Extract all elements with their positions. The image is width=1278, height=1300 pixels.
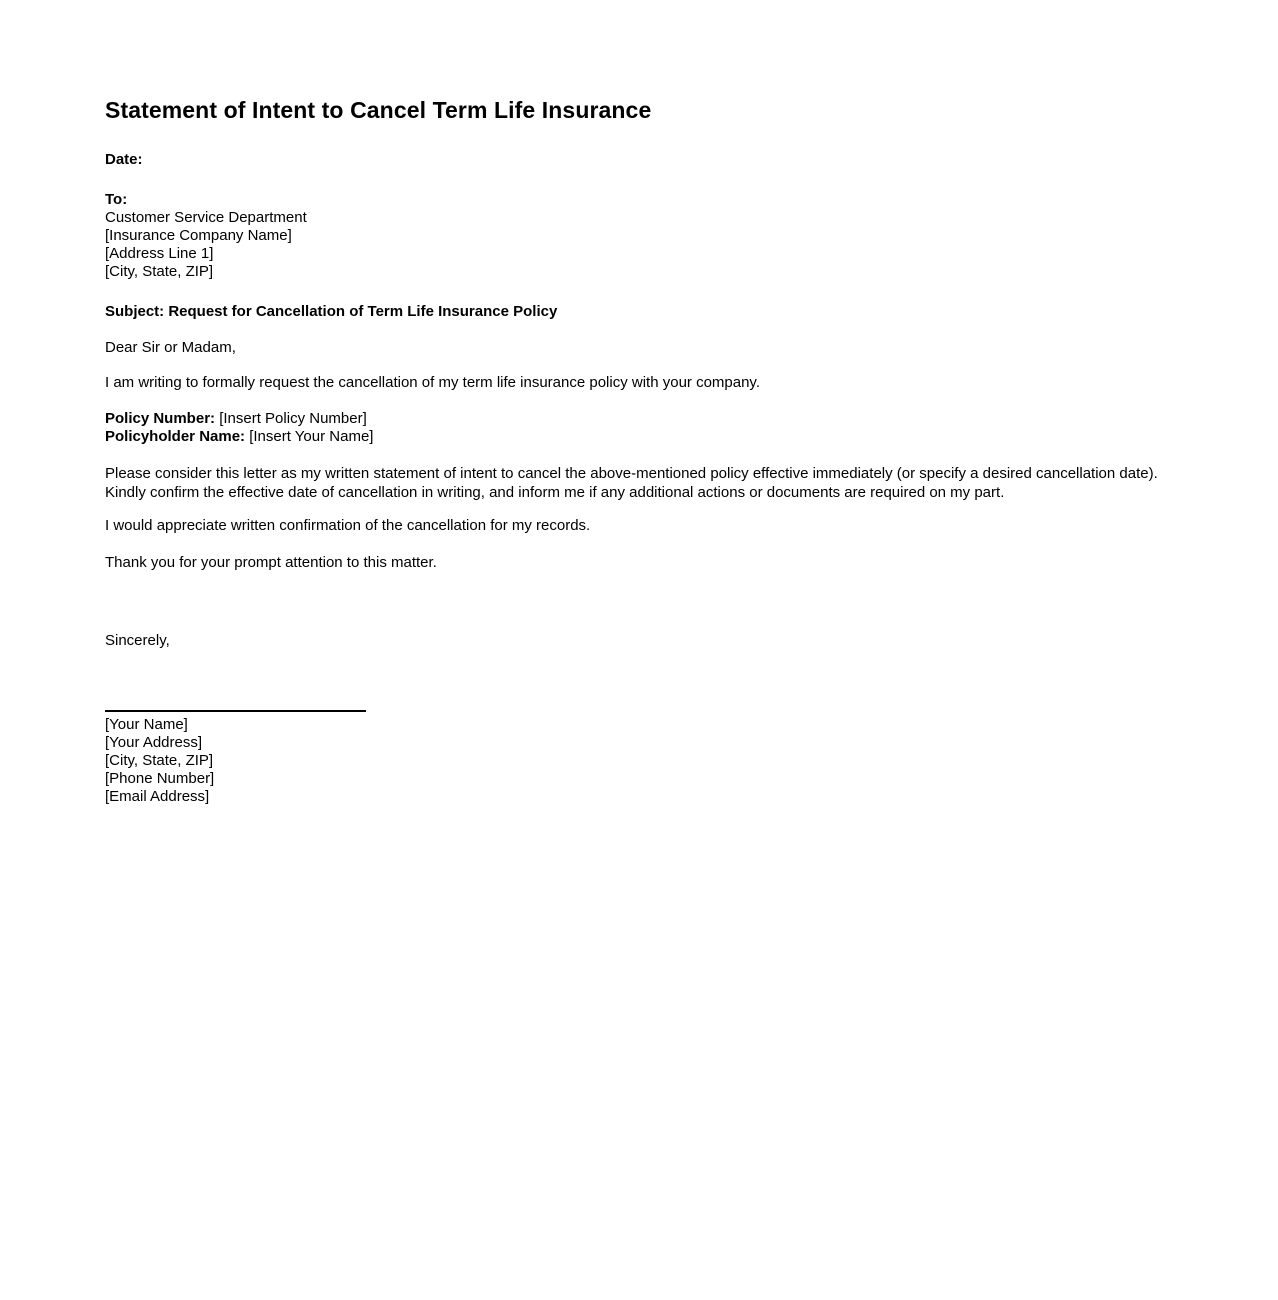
thanks-paragraph: Thank you for your prompt attention to this matter.	[105, 554, 437, 571]
policy-number-label: Policy Number:	[105, 410, 216, 427]
policyholder-name-label: Policyholder Name:	[105, 428, 246, 445]
signature-line	[105, 710, 366, 712]
signature-line-email: [Email Address]	[105, 788, 210, 805]
spacer-after-date	[105, 169, 1173, 191]
policy-number-value: [Insert Policy Number]	[219, 410, 367, 427]
salutation: Dear Sir or Madam,	[105, 339, 236, 356]
recipient-line: [Insurance Company Name]	[105, 227, 292, 244]
intro-paragraph: I am writing to formally request the cancellation of my term life insurance policy with your company.	[105, 374, 760, 391]
subject-block	[105, 303, 1173, 321]
signature-contact-block	[105, 716, 1173, 806]
spacer-after-subject	[105, 321, 1173, 339]
recipient-line: [City, State, ZIP]	[105, 263, 214, 280]
closing-block	[105, 632, 1173, 650]
signature-line-name: [Your Name]	[105, 716, 188, 733]
page-title: Statement of Intent to Cancel Term Life Insurance	[105, 97, 652, 123]
date-label: Date:	[105, 151, 143, 168]
recipient-block	[105, 191, 1173, 281]
letter-body	[105, 95, 1173, 806]
recipient-line: [Address Line 1]	[105, 245, 214, 262]
spacer-after-policy-fields	[105, 446, 1173, 464]
body-paragraph: Please consider this letter as my written statement of intent to cancel the above-mentioned policy effective immediately (or specify a desired cancellation date). Kindly confirm the effective date of cancellation in writing, and inform me if any additional actions or documents are required on my part.	[105, 465, 1158, 501]
signature-line-address: [Your Address]	[105, 734, 203, 751]
signature-space	[105, 650, 1173, 710]
policy-fields-block	[105, 410, 1173, 446]
closing: Sincerely,	[105, 632, 170, 649]
policy-number-row	[105, 410, 1173, 428]
policyholder-name-value: [Insert Your Name]	[249, 428, 374, 445]
date-block	[105, 151, 1173, 169]
spacer-after-recipient	[105, 281, 1173, 303]
policyholder-name-row	[105, 428, 1173, 446]
subject-line: Subject: Request for Cancellation of Term Life Insurance Policy	[105, 303, 558, 320]
recipient-line: Customer Service Department	[105, 209, 307, 226]
signature-line-phone: [Phone Number]	[105, 770, 215, 787]
salutation-block	[105, 339, 1173, 357]
recipient-label: To:	[105, 191, 128, 208]
spacer-after-intro	[105, 392, 1173, 410]
spacer-after-body	[105, 502, 1173, 516]
spacer-after-salutation	[105, 357, 1173, 373]
spacer-after-confirmation	[105, 535, 1173, 553]
signature-line-city: [City, State, ZIP]	[105, 752, 214, 769]
confirmation-paragraph: I would appreciate written confirmation of the cancellation for my records.	[105, 517, 591, 534]
spacer-before-closing	[105, 572, 1173, 632]
